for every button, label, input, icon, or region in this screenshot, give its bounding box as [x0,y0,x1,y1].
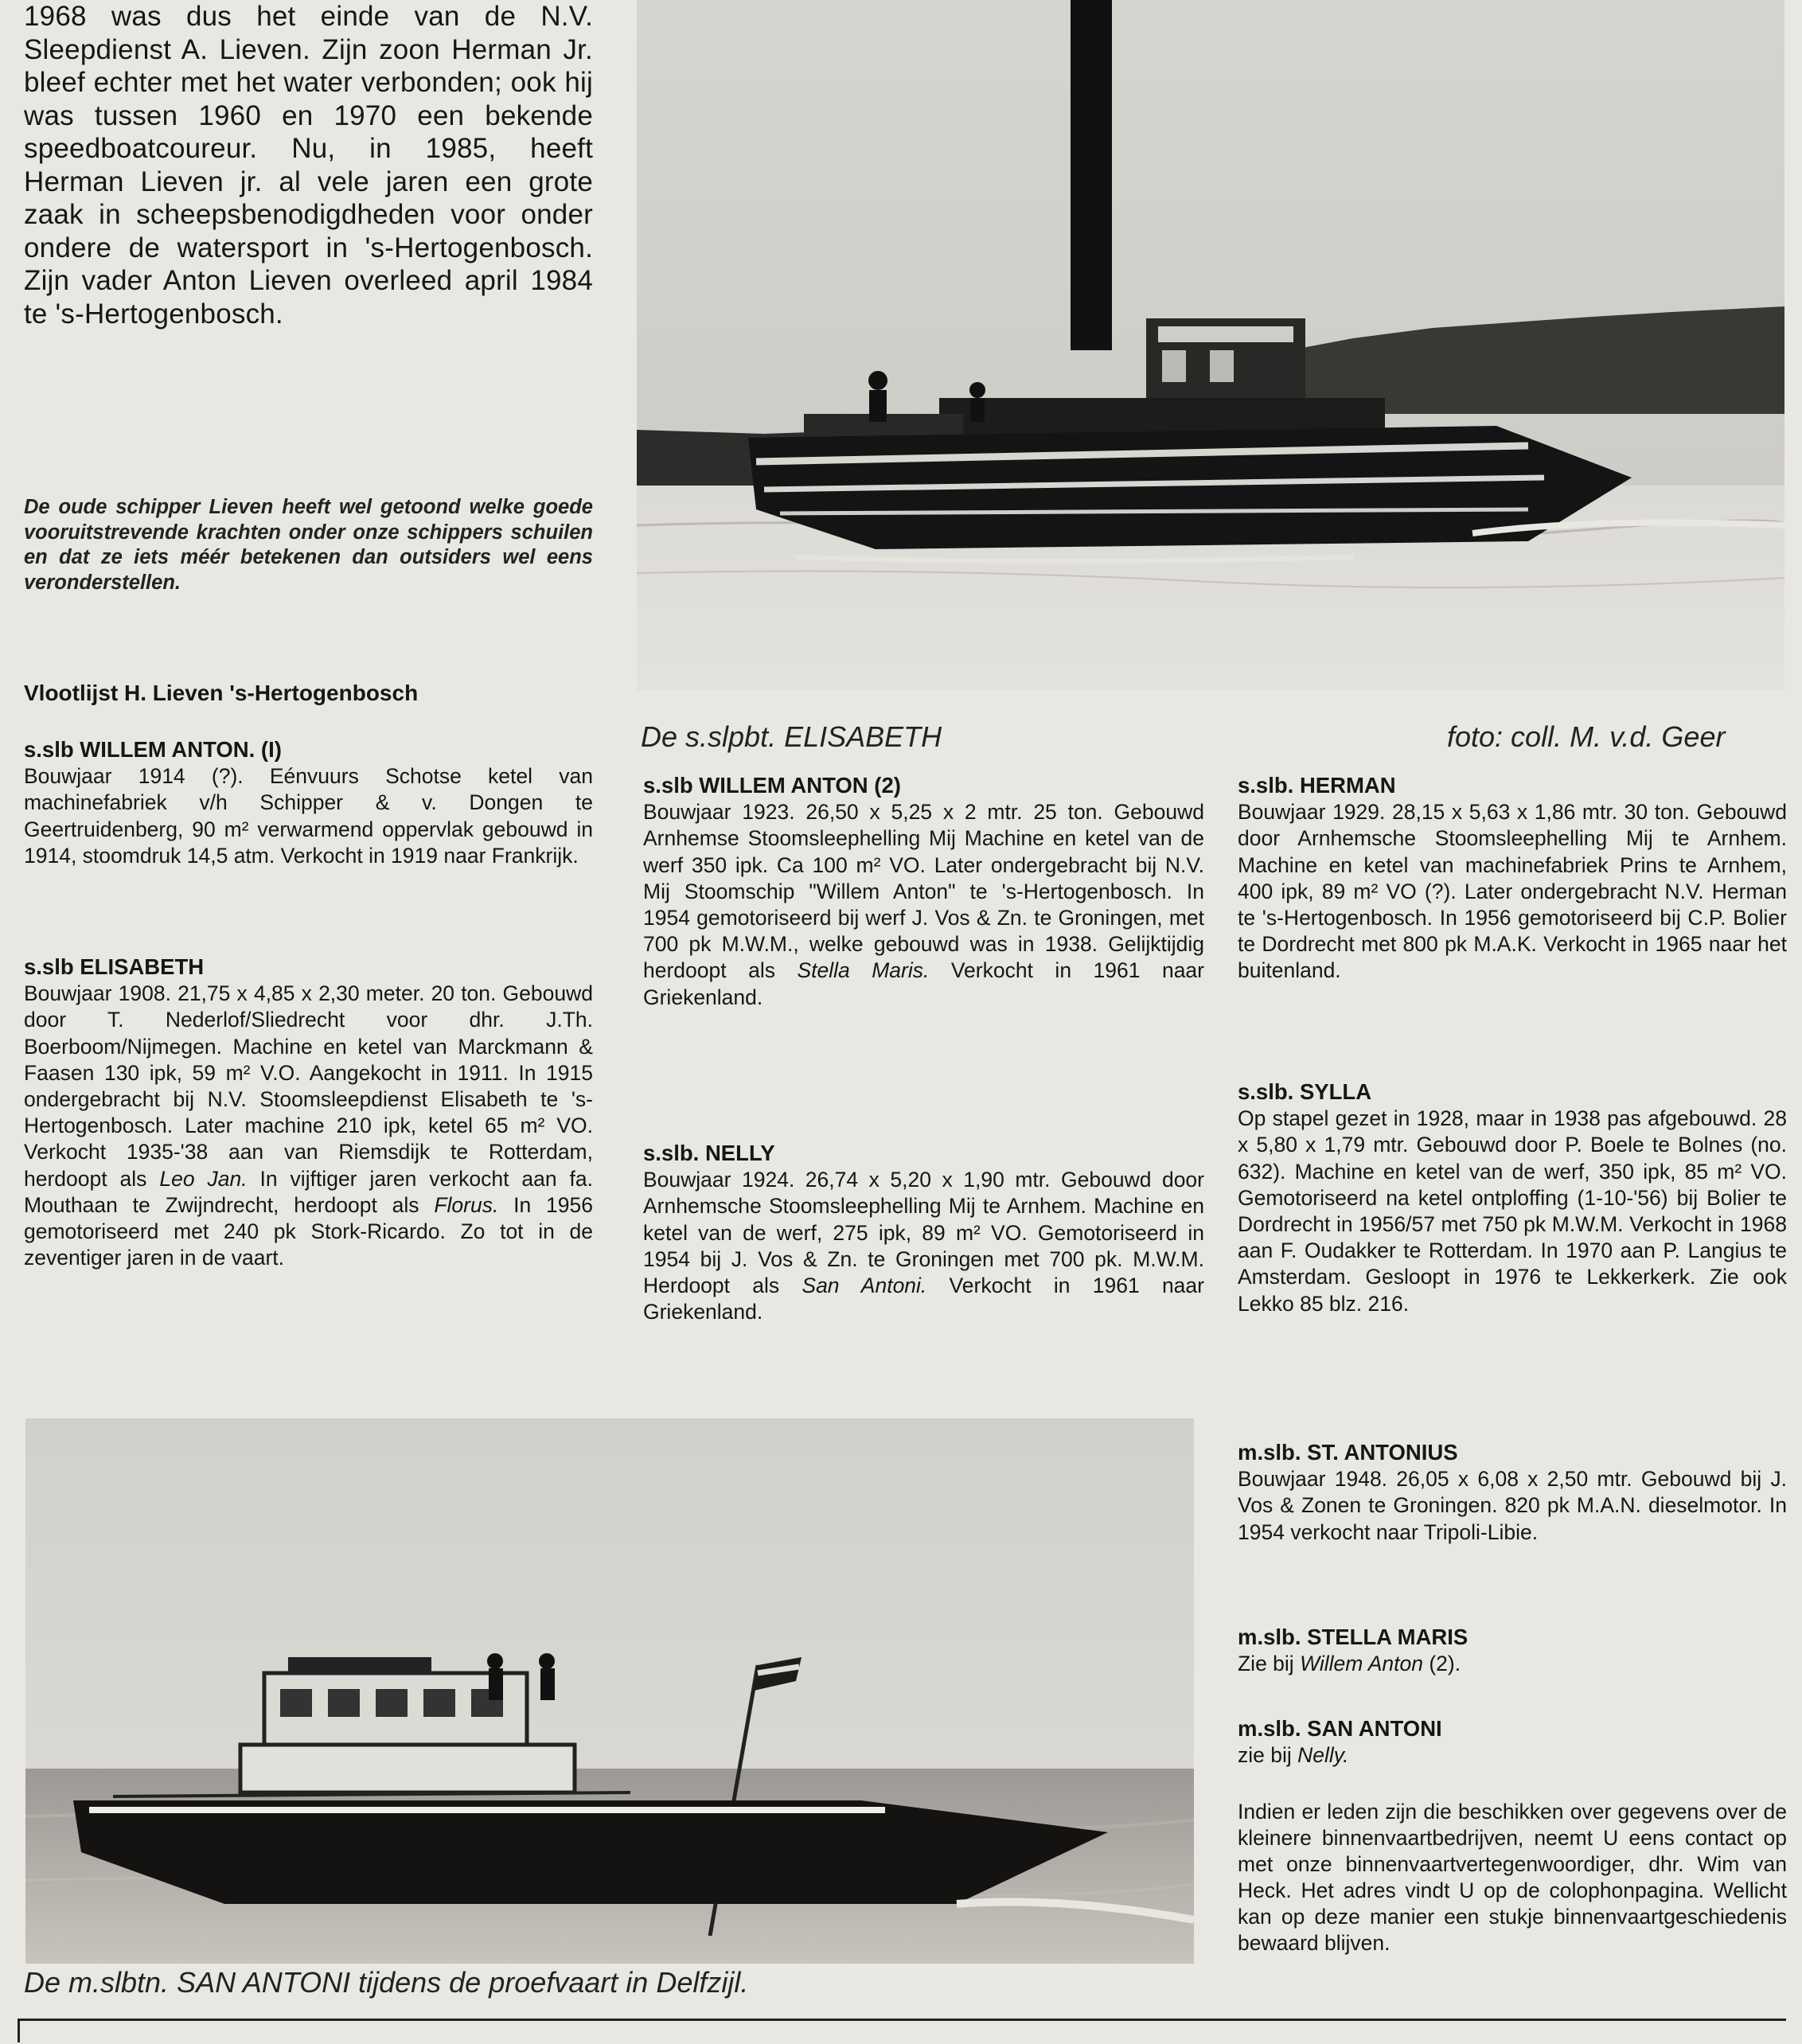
ship-name: Florus. [434,1192,499,1217]
entry-text: Bouwjaar 1948. 26,05 x 6,08 x 2,50 mtr. Gebouwd bij J. Vos & Zonen te Groningen. 820 pk M.A.N. dieselmotor. In 1954 verkocht naar Tripoli-Libie. [1238,1467,1787,1544]
appeal-paragraph: Indien er leden zijn die beschikken over gegevens over de kleinere binnenvaartbedrijven, neemt U eens contact op met onze binnenvaartvertegenwoordiger, dhr. Wim van Heck. Het adres vindt U op de colophonpagina. Wellicht kan op deze manier een stukje binnenvaartgeschiedenis bewaard blijven. [1238,1800,1787,1955]
entry-sylla [1238,1079,1787,1317]
entry-title: m.slb. SAN ANTONI [1238,1716,1442,1741]
entry-text: Zie bij Willem Anton (2). [1238,1652,1461,1676]
photo-elisabeth-credit: foto: coll. M. v.d. Geer [1447,720,1726,753]
entry-nelly [643,1140,1204,1325]
ship-name: Leo Jan. [159,1166,248,1191]
entry-title: s.slb. HERMAN [1238,773,1396,798]
entry-title: s.slb ELISABETH [24,954,205,979]
entry-text: Bouwjaar 1914 (?). Eénvuurs Schotse ketel van machinefabriek v/h Schipper & v. Dongen te Geertruidenberg, 90 m² verwarmend oppervlak gebouwd in 1914, stoomdruk 14,5 atm. Verkocht in 1919 naar Frankrijk. [24,764,593,868]
entry-text: Bouwjaar 1924. 26,74 x 5,20 x 1,90 mtr. Gebouwd door Arnhemsche Stoomsleephelling Mij te Arnhem. Machine en ketel van de werf, 275 ipk, 89 m² VO. Gemotoriseerd in 1954 bij J. Vos & Zn. te Groningen met 700 pk. M.W.M. Herdoopt als San Antoni. Verkocht in 1961 naar Griekenland. [643,1168,1204,1324]
entry-text: Op stapel gezet in 1928, maar in 1938 pas afgebouwd. 28 x 5,80 x 1,79 mtr. Gebouwd door P. Boele te Bolnes (no. 632). Machine en ketel van de werf, 350 ipk, 85 m² VO. Gemotoriseerd na ketel ontploffing (1-10-'56) bij Bolier te Dordrecht in 1956/57 met 750 pk M.W.M. Verkocht in 1968 aan F. Oudakker te Rotterdam. In 1970 aan P. Langius te Amsterdam. Gesloopt in 1976 te Lekkerkerk. Zie ook Lekko 85 blz. 216. [1238,1106,1787,1316]
entry-title: m.slb. STELLA MARIS [1238,1625,1469,1649]
entry-title: s.slb WILLEM ANTON. (I) [24,737,282,762]
photo-elisabeth-caption: De s.slpbt. ELISABETH [641,720,942,753]
entry-text: Bouwjaar 1929. 28,15 x 5,63 x 1,86 mtr. 30 ton. Gebouwd door Arnhemsche Stoomsleephelling Mij te Arnhem. Machine en ketel van machinefabriek Prins te Arnhem, 400 ipk, 89 m² VO (?). Later ondergebracht N.V. Herman te 's-Hertogenbosch. In 1956 gemotoriseerd bij C.P. Bolier te Dordrecht met 800 pk M.A.K. Verkocht in 1965 naar het buitenland. [1238,800,1787,983]
entry-title: s.slb. SYLLA [1238,1079,1372,1104]
entry-text: Bouwjaar 1923. 26,50 x 5,25 x 2 mtr. 25 ton. Gebouwd Arnhemse Stoomsleephelling Mij Machine en ketel van de werf 350 ipk. Ca 100 m² VO. Later ondergebracht bij N.V. Mij Stoomschip "Willem Anton" te 's-Hertogenbosch. In 1954 gemotoriseerd bij werf J. Vos & Zn. te Groningen, met 700 pk M.W.M., welke gebouwd was in 1938. Gelijktijdig herdoopt als Stella Maris. Verkocht in 1961 naar Griekenland. [643,800,1204,1009]
entry-st-antonius [1238,1439,1787,1546]
ship-name: Stella Maris. [797,958,930,983]
motor-tug-illustration [25,1418,1194,1964]
steam-tug-illustration [637,0,1784,691]
quote-paragraph: De oude schipper Lieven heeft wel getoond welke goede vooruitstrevende krachten onder onze schippers schuilen en dat ze iets méér betekenen dan outsiders wel eens veronderstellen. [24,496,593,594]
fleet-list-title: Vlootlijst H. Lieven 's-Hertogenbosch [24,681,419,705]
photo-san-antoni-caption: De m.slbtn. SAN ANTONI tijdens de proefvaart in Delfzijl. [24,1966,749,1999]
ship-name: Willem Anton [1300,1652,1423,1676]
intro-text: 1968 was dus het einde van de N.V. Sleepdienst A. Lieven. Zijn zoon Herman Jr. bleef echter met het water verbonden; ook hij was tussen 1960 en 1970 een bekende speedboatcoureur. Nu, in 1985, heeft Herman Lieven jr. al vele jaren een grote zaak in scheepsbenodigdheden voor onder ondere de watersport in 's-Hertogenbosch. Zijn vader Anton Lieven overleed april 1984 te 's-Hertogenbosch. [24,1,593,330]
bottom-divider-edge [18,2019,20,2042]
photo-elisabeth [637,0,1784,691]
entry-willem-anton-2 [643,772,1204,1011]
bottom-divider [18,2019,1786,2021]
intro-paragraph [24,0,593,330]
ship-name: Nelly. [1297,1743,1349,1768]
entry-title: m.slb. ST. ANTONIUS [1238,1440,1458,1465]
entry-elisabeth [24,954,593,1271]
ship-name: San Antoni. [802,1274,927,1298]
entry-title: s.slb. NELLY [643,1141,775,1165]
photo-san-antoni [25,1418,1194,1964]
entry-text: Bouwjaar 1908. 21,75 x 4,85 x 2,30 meter. 20 ton. Gebouwd door T. Nederlof/Sliedrecht voor dhr. J.Th. Boerboom/Nijmegen. Machine en ketel van Marckmann & Faasen 130 ipk, 59 m² V.O. Aangekocht in 1911. In 1915 ondergebracht bij N.V. Stoomsleepdienst Elisabeth te 's-Hertogenbosch. Later machine 210 ipk, ketel 65 m² VO. Verkocht 1935-'38 aan van Riemsdijk te Rotterdam, herdoopt als Leo Jan. In vijftiger jaren verkocht aan fa. Mouthaan te Zwijndrecht, herdoopt als Florus. In 1956 gemotoriseerd met 240 pk Stork-Ricardo. Zo tot in de zeventiger jaren in de vaart. [24,981,593,1270]
entry-stella-maris [1238,1624,1787,1677]
entry-san-antoni [1238,1715,1787,1769]
entry-text: zie bij Nelly. [1238,1743,1349,1768]
entry-willem-anton-1 [24,736,593,869]
entry-herman [1238,772,1787,985]
entry-title: s.slb WILLEM ANTON (2) [643,773,901,798]
